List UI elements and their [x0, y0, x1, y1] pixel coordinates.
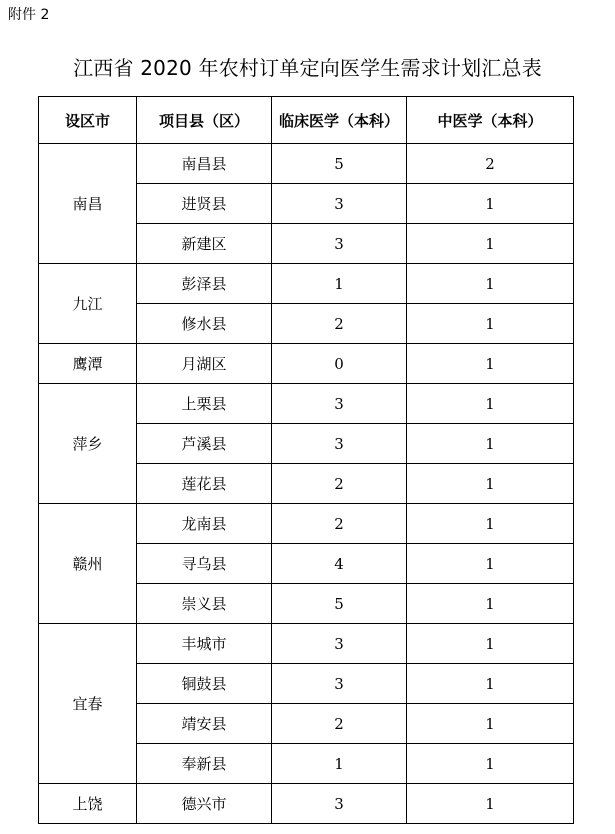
- attachment-label: 附件 2: [8, 7, 50, 23]
- clinical-count-cell: 2: [272, 504, 407, 544]
- county-cell: 德兴市: [137, 784, 272, 824]
- clinical-count-cell: 1: [272, 744, 407, 784]
- tcm-count-cell: 2: [407, 144, 574, 184]
- county-cell: 丰城市: [137, 624, 272, 664]
- clinical-count-cell: 2: [272, 704, 407, 744]
- county-cell: 寻乌县: [137, 544, 272, 584]
- header-chinese-medicine: 中医学（本科）: [407, 97, 574, 144]
- county-cell: 彭泽县: [137, 264, 272, 304]
- tcm-count-cell: 1: [407, 704, 574, 744]
- tcm-count-cell: 1: [407, 464, 574, 504]
- county-cell: 龙南县: [137, 504, 272, 544]
- tcm-count-cell: 1: [407, 264, 574, 304]
- tcm-count-cell: 1: [407, 304, 574, 344]
- clinical-count-cell: 2: [272, 304, 407, 344]
- clinical-count-cell: 3: [272, 384, 407, 424]
- clinical-count-cell: 3: [272, 784, 407, 824]
- tcm-count-cell: 1: [407, 664, 574, 704]
- clinical-count-cell: 3: [272, 664, 407, 704]
- tcm-count-cell: 1: [407, 624, 574, 664]
- table-row: [39, 144, 574, 184]
- city-cell: 九江: [39, 264, 137, 344]
- county-cell: 莲花县: [137, 464, 272, 504]
- clinical-count-cell: 3: [272, 424, 407, 464]
- county-cell: 靖安县: [137, 704, 272, 744]
- city-cell: 萍乡: [39, 384, 137, 504]
- header-city: 设区市: [39, 97, 137, 144]
- county-cell: 铜鼓县: [137, 664, 272, 704]
- clinical-count-cell: 3: [272, 624, 407, 664]
- header-clinical-medicine: 临床医学（本科）: [272, 97, 407, 144]
- county-cell: 上栗县: [137, 384, 272, 424]
- clinical-count-cell: 5: [272, 144, 407, 184]
- tcm-count-cell: 1: [407, 344, 574, 384]
- clinical-count-cell: 0: [272, 344, 407, 384]
- tcm-count-cell: 1: [407, 544, 574, 584]
- table-row: [39, 344, 574, 384]
- table-row: [39, 384, 574, 424]
- clinical-count-cell: 5: [272, 584, 407, 624]
- city-cell: 赣州: [39, 504, 137, 624]
- city-cell: 上饶: [39, 784, 137, 824]
- tcm-count-cell: 1: [407, 424, 574, 464]
- tcm-count-cell: 1: [407, 584, 574, 624]
- clinical-count-cell: 2: [272, 464, 407, 504]
- city-cell: 南昌: [39, 144, 137, 264]
- clinical-count-cell: 1: [272, 264, 407, 304]
- table-body: [39, 144, 574, 824]
- county-cell: 月湖区: [137, 344, 272, 384]
- table-row: [39, 784, 574, 824]
- county-cell: 奉新县: [137, 744, 272, 784]
- table-row: [39, 264, 574, 304]
- clinical-count-cell: 3: [272, 184, 407, 224]
- table-row: [39, 624, 574, 664]
- table-header-row: [39, 97, 574, 144]
- tcm-count-cell: 1: [407, 744, 574, 784]
- city-cell: 宜春: [39, 624, 137, 784]
- county-cell: 新建区: [137, 224, 272, 264]
- tcm-count-cell: 1: [407, 384, 574, 424]
- tcm-count-cell: 1: [407, 184, 574, 224]
- document-title: 江西省 2020 年农村订单定向医学生需求计划汇总表: [73, 56, 542, 80]
- header-county: 项目县（区）: [137, 97, 272, 144]
- county-cell: 芦溪县: [137, 424, 272, 464]
- table-row: [39, 504, 574, 544]
- county-cell: 修水县: [137, 304, 272, 344]
- county-cell: 崇义县: [137, 584, 272, 624]
- city-cell: 鹰潭: [39, 344, 137, 384]
- clinical-count-cell: 3: [272, 224, 407, 264]
- clinical-count-cell: 4: [272, 544, 407, 584]
- tcm-count-cell: 1: [407, 504, 574, 544]
- tcm-count-cell: 1: [407, 784, 574, 824]
- demand-plan-table: [38, 96, 574, 824]
- county-cell: 进贤县: [137, 184, 272, 224]
- county-cell: 南昌县: [137, 144, 272, 184]
- tcm-count-cell: 1: [407, 224, 574, 264]
